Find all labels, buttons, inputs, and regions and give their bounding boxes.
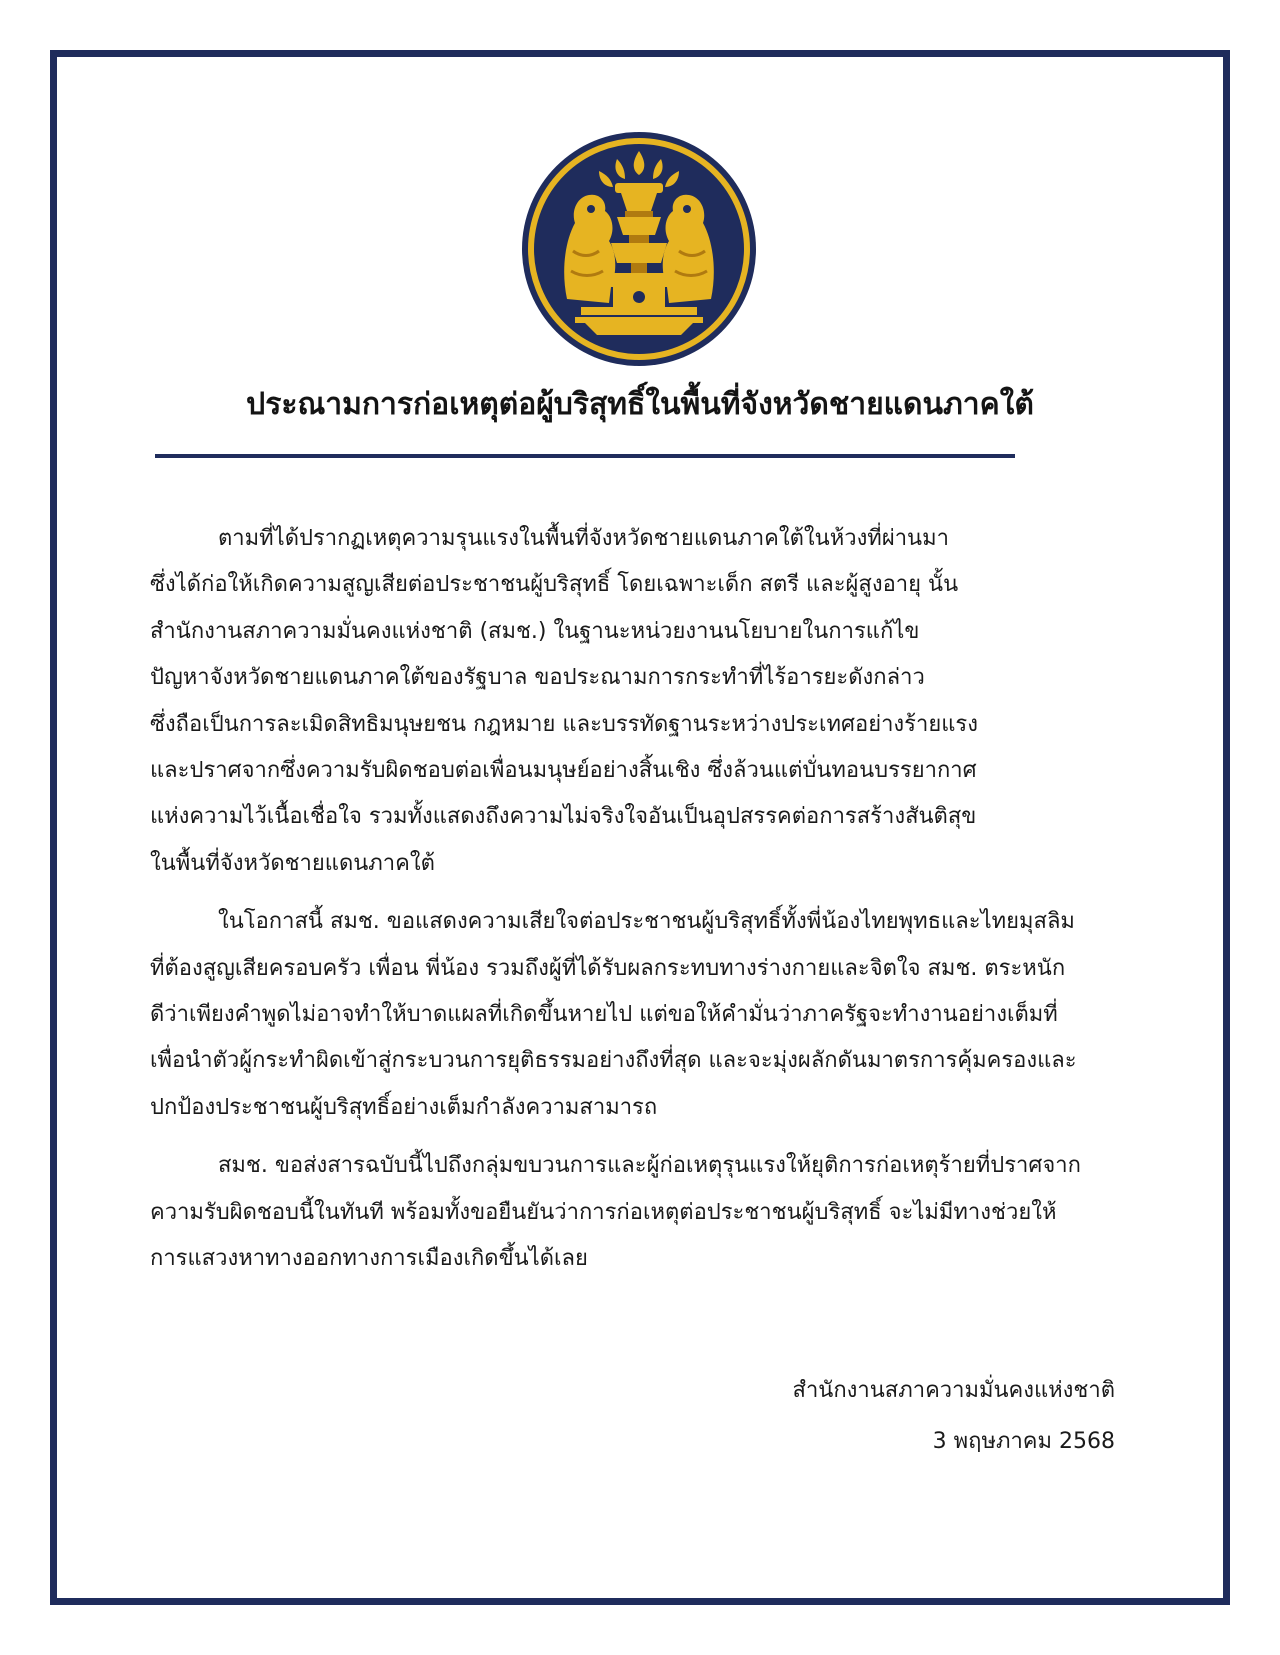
- paragraph-line: ซึ่งได้ก่อให้เกิดความสูญเสียต่อประชาชนผู้บริสุทธิ์ โดยเฉพาะเด็ก สตรี และผู้สูงอายุ นั้น: [150, 572, 959, 598]
- paragraph-line: สมช. ขอส่งสารฉบับนี้ไปถึงกลุ่มขบวนการและผู้ก่อเหตุรุนแรงให้ยุติการก่อเหตุร้ายที่ปราศจาก: [218, 1153, 1081, 1179]
- paragraph-line: แห่งความไว้เนื้อเชื่อใจ รวมทั้งแสดงถึงความไม่จริงใจอันเป็นอุปสรรคต่อการสร้างสันติสุข: [150, 804, 977, 830]
- paragraph-line: ตามที่ได้ปรากฏเหตุความรุนแรงในพื้นที่จังหวัดชายแดนภาคใต้ในห้วงที่ผ่านมา: [218, 526, 949, 551]
- government-seal-icon: [521, 131, 757, 367]
- signature-date: 3 พฤษภาคม 2568: [932, 1429, 1115, 1454]
- paragraph-line: ความรับผิดชอบนี้ในทันที พร้อมทั้งขอยืนยันว่าการก่อเหตุต่อประชาชนผู้บริสุทธิ์ จะไม่มีทางช่วยให้: [150, 1199, 1057, 1225]
- paragraph-line: และปราศจากซึ่งความรับผิดชอบต่อเพื่อนมนุษย์อย่างสิ้นเชิง ซึ่งล้วนแต่บั่นทอนบรรยากาศ: [150, 758, 977, 784]
- signature-organization: สำนักงานสภาความมั่นคงแห่งชาติ: [792, 1378, 1115, 1403]
- paragraph-3: [150, 1143, 1130, 1282]
- paragraph-line: ในพื้นที่จังหวัดชายแดนภาคใต้: [150, 850, 435, 876]
- paragraph-line: เพื่อนำตัวผู้กระทำผิดเข้าสู่กระบวนการยุติธรรมอย่างถึงที่สุด และจะมุ่งผลักดันมาตรการคุ้มครองและ: [150, 1048, 1077, 1074]
- paragraph-line: สำนักงานสภาความมั่นคงแห่งชาติ (สมช.) ในฐานะหน่วยงานนโยบายในการแก้ไข: [150, 618, 920, 644]
- document-body: [150, 516, 1130, 1295]
- title-divider: [155, 454, 1015, 458]
- paragraph-line: ดีว่าเพียงคำพูดไม่อาจทำให้บาดแผลที่เกิดขึ้นหายไป แต่ขอให้คำมั่นว่าภาครัฐจะทำงานอย่างเต็มที่: [150, 1002, 1058, 1028]
- paragraph-line: ปัญหาจังหวัดชายแดนภาคใต้ของรัฐบาล ขอประณามการกระทำที่ไร้อารยะดังกล่าว: [150, 665, 925, 691]
- paragraph-1: [150, 516, 1130, 887]
- paragraph-line: การแสวงหาทางออกทางการเมืองเกิดขึ้นได้เลย: [150, 1246, 588, 1272]
- paragraph-line: ในโอกาสนี้ สมช. ขอแสดงความเสียใจต่อประชาชนผู้บริสุทธิ์ทั้งพี่น้องไทยพุทธและไทยมุสลิม: [218, 909, 1075, 935]
- paragraph-line: ซึ่งถือเป็นการละเมิดสิทธิมนุษยชน กฎหมาย และบรรทัดฐานระหว่างประเทศอย่างร้ายแรง: [150, 711, 978, 737]
- paragraph-line: ที่ต้องสูญเสียครอบครัว เพื่อน พี่น้อง รวมถึงผู้ที่ได้รับผลกระทบทางร่างกายและจิตใจ สมช. ตระหนัก: [150, 955, 1066, 981]
- paragraph-2: [150, 899, 1130, 1131]
- document-title: ประณามการก่อเหตุต่อผู้บริสุทธิ์ในพื้นที่จังหวัดชายแดนภาคใต้: [246, 387, 1034, 422]
- paragraph-line: ปกป้องประชาชนผู้บริสุทธิ์อย่างเต็มกำลังความสามารถ: [150, 1094, 658, 1120]
